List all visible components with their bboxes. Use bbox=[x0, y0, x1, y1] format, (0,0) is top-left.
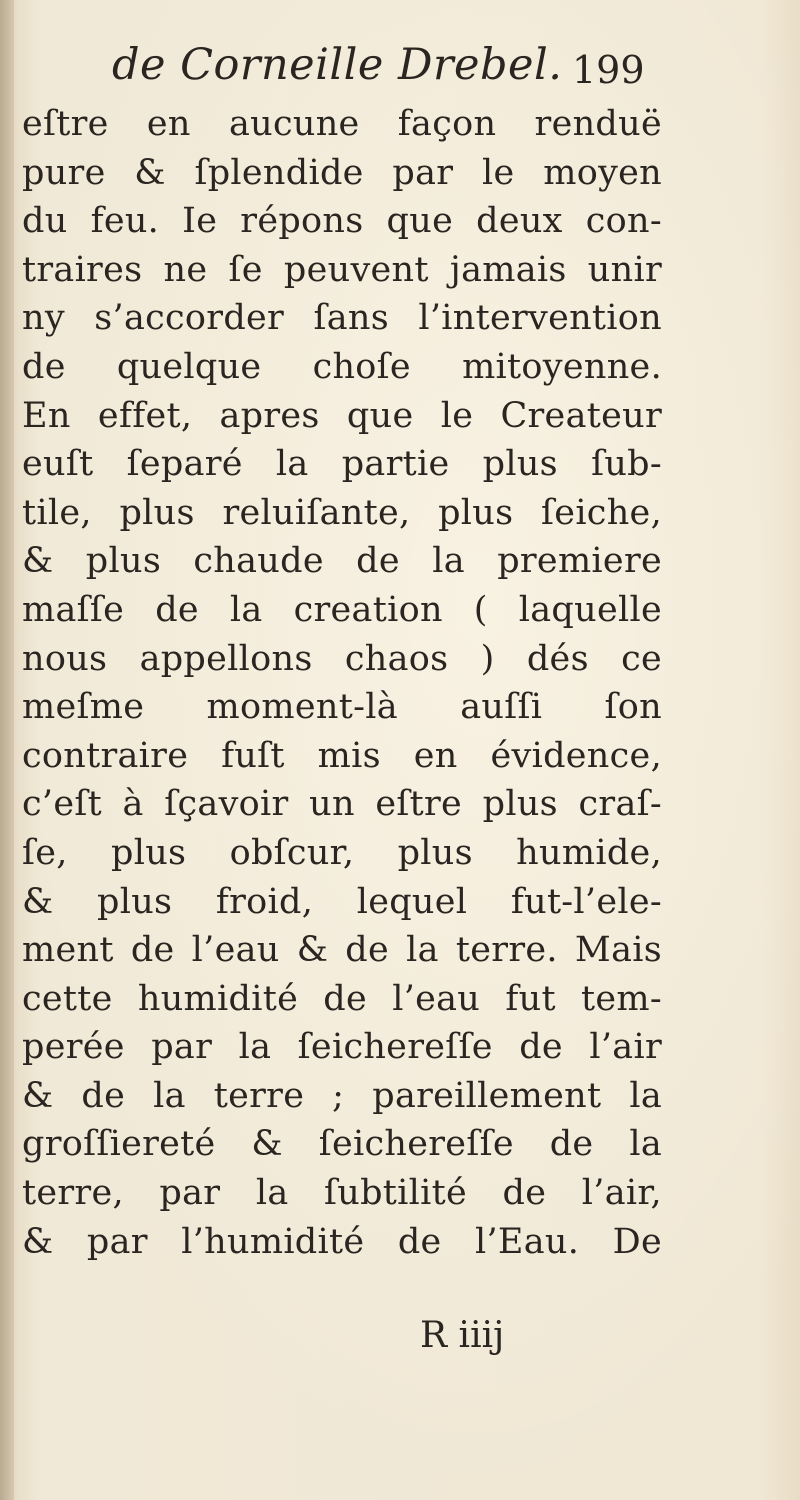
text-line: pure & ſplendide par le moyen bbox=[22, 152, 662, 193]
text-line: ny s’accorder ſans l’intervention bbox=[22, 298, 662, 339]
text-line: traires ne ſe peuvent jamais unir bbox=[22, 249, 662, 290]
page-number: 199 bbox=[572, 48, 645, 92]
text-line: ment de l’eau & de la terre. Mais bbox=[22, 930, 662, 971]
text-line: ſe, plus obſcur, plus humide, bbox=[22, 832, 662, 873]
body-text bbox=[22, 100, 662, 1266]
page-header bbox=[0, 40, 800, 100]
text-line: c’eſt à ſçavoir un eſtre plus craſ- bbox=[22, 784, 662, 825]
signature-mark: R iiij bbox=[420, 1315, 505, 1356]
running-title: de Corneille Drebel. bbox=[112, 40, 563, 90]
text-line: & de la terre ; pareillement la bbox=[22, 1075, 662, 1116]
text-line: En effet, apres que le Createur bbox=[22, 395, 662, 436]
text-line: eſtre en aucune façon renduë bbox=[22, 104, 662, 144]
text-line: terre, par la ſubtilité de l’air, bbox=[22, 1173, 662, 1214]
text-line: tile, plus reluiſante, plus ſeiche, bbox=[22, 492, 662, 533]
text-line: & plus chaude de la premiere bbox=[22, 541, 662, 582]
text-line: cette humidité de l’eau fut tem- bbox=[22, 978, 662, 1019]
page-gutter bbox=[0, 0, 14, 1500]
text-line: & par l’humidité de l’Eau. De bbox=[22, 1221, 662, 1262]
text-line: & plus froid, lequel fut-l’ele- bbox=[22, 881, 662, 922]
text-line: perée par la ſeichereſſe de l’air bbox=[22, 1027, 662, 1068]
text-line: euſt ſeparé la partie plus ſub- bbox=[22, 444, 662, 485]
text-line: contraire fuſt mis en évidence, bbox=[22, 735, 662, 776]
text-line: groſſiereté & ſeichereſſe de la bbox=[22, 1124, 662, 1165]
text-line: meſme moment-là auſſi ſon bbox=[22, 687, 662, 728]
text-line: nous appellons chaos ) dés ce bbox=[22, 638, 662, 679]
text-line: du feu. Ie répons que deux con- bbox=[22, 201, 662, 242]
text-line: maſſe de la creation ( laquelle bbox=[22, 589, 662, 630]
text-line: de quelque choſe mitoyenne. bbox=[22, 346, 662, 387]
